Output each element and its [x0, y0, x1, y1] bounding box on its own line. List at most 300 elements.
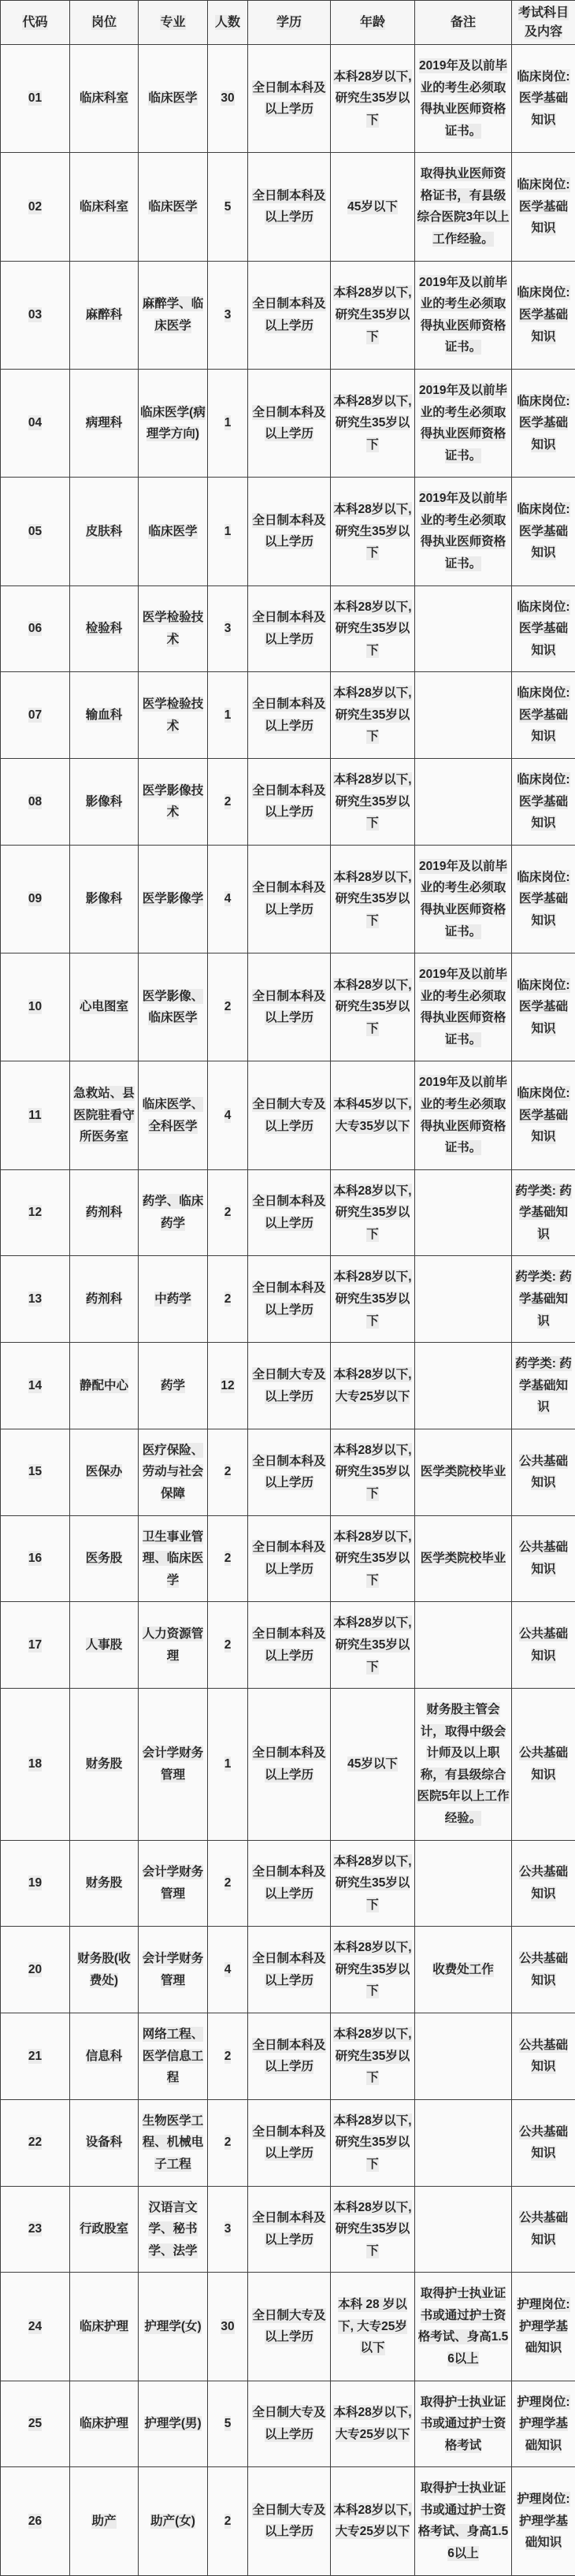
cell-text-age: 本科28岁以下, 研究生35岁以下	[333, 2027, 411, 2085]
cell-text-education: 全日制本科及以上学历	[252, 80, 325, 117]
cell-major	[139, 1169, 208, 1256]
cell-major	[139, 1515, 208, 1602]
cell-count	[208, 1689, 248, 1840]
cell-text-exam: 公共基础知识	[519, 2124, 568, 2162]
cell-text-code: 01	[28, 91, 42, 106]
cell-exam	[512, 672, 575, 759]
cell-text-education: 全日制本科及以上学历	[252, 610, 325, 647]
cell-age	[331, 1343, 415, 1429]
cell-text-code: 15	[28, 1464, 42, 1479]
cell-text-position: 设备科	[86, 2135, 123, 2150]
cell-text-position: 临床护理	[80, 2319, 128, 2334]
cell-remark	[415, 2467, 512, 2575]
cell-text-age: 本科28岁以下, 研究生35岁以下	[333, 2200, 411, 2258]
cell-text-position: 助产	[91, 2514, 116, 2529]
cell-text-code: 02	[28, 199, 42, 214]
cell-text-count: 2	[224, 999, 232, 1014]
cell-education	[248, 845, 331, 953]
cell-count	[208, 2273, 248, 2381]
cell-exam	[512, 1689, 575, 1840]
cell-text-code: 16	[28, 1551, 42, 1566]
column-header-label: 人数	[215, 15, 240, 30]
cell-text-age: 本科28岁以下, 研究生35岁以下	[333, 1443, 411, 1501]
table-row	[1, 1169, 575, 1256]
cell-text-education: 全日制本科及以上学历	[252, 1281, 325, 1318]
cell-count	[208, 1429, 248, 1515]
cell-education	[248, 585, 331, 672]
cell-text-education: 全日制大专及以上学历	[252, 2405, 325, 2442]
cell-major	[139, 1927, 208, 2013]
cell-age	[331, 2467, 415, 2575]
cell-major	[139, 2186, 208, 2273]
cell-remark	[415, 478, 512, 585]
cell-text-position: 影像科	[86, 794, 123, 809]
cell-text-count: 3	[224, 2221, 232, 2236]
cell-education	[248, 45, 331, 153]
cell-text-education: 全日制本科及以上学历	[252, 989, 325, 1026]
cell-text-exam: 公共基础知识	[519, 1454, 568, 1491]
cell-text-major: 医学影像学	[143, 891, 204, 906]
cell-text-exam: 药学类: 药学基础知识	[515, 1356, 571, 1414]
cell-text-exam: 临床岗位: 医学基础知识	[517, 1086, 569, 1144]
cell-age	[331, 672, 415, 759]
cell-text-age: 本科28岁以下, 研究生35岁以下	[333, 1940, 411, 1998]
cell-age	[331, 1256, 415, 1343]
cell-text-code: 20	[28, 1962, 42, 1977]
cell-text-major: 医学检验技术	[143, 610, 204, 647]
cell-text-count: 4	[224, 1962, 232, 1977]
cell-text-major: 卫生事业管理、临床医学	[143, 1530, 204, 1588]
cell-education	[248, 1343, 331, 1429]
column-header-count	[208, 1, 248, 45]
cell-age	[331, 1927, 415, 2013]
cell-code	[1, 369, 70, 477]
cell-text-education: 全日制本科及以上学历	[252, 296, 325, 333]
cell-text-education: 全日制本科及以上学历	[252, 1864, 325, 1901]
cell-remark	[415, 1689, 512, 1840]
cell-exam	[512, 585, 575, 672]
column-header-remark	[415, 1, 512, 45]
cell-count	[208, 953, 248, 1061]
cell-text-position: 药剂科	[86, 1205, 123, 1220]
table-row	[1, 153, 575, 261]
cell-text-code: 17	[28, 1637, 42, 1652]
column-header-exam	[512, 1, 575, 45]
cell-code	[1, 1256, 70, 1343]
cell-major	[139, 369, 208, 477]
cell-text-major: 会计学财务管理	[143, 1864, 204, 1901]
cell-text-major: 助产(女)	[150, 2514, 195, 2529]
cell-text-exam: 临床岗位: 医学基础知识	[517, 600, 569, 658]
cell-exam	[512, 953, 575, 1061]
cell-age	[331, 1840, 415, 1927]
cell-code	[1, 1602, 70, 1689]
cell-count	[208, 1602, 248, 1689]
cell-text-code: 26	[28, 2514, 42, 2529]
cell-position	[70, 45, 139, 153]
cell-education	[248, 2099, 331, 2186]
cell-count	[208, 478, 248, 585]
cell-exam	[512, 1169, 575, 1256]
cell-text-code: 12	[28, 1205, 42, 1220]
cell-position	[70, 2273, 139, 2381]
cell-exam	[512, 1256, 575, 1343]
cell-text-education: 全日制本科及以上学历	[252, 1626, 325, 1663]
cell-code	[1, 153, 70, 261]
table-row	[1, 2186, 575, 2273]
cell-text-count: 3	[224, 621, 232, 636]
cell-text-count: 4	[224, 891, 232, 906]
cell-remark	[415, 759, 512, 846]
cell-text-education: 全日制本科及以上学历	[252, 1745, 325, 1782]
cell-text-age: 本科28岁以下, 大专25岁以下	[333, 2405, 411, 2442]
cell-exam	[512, 369, 575, 477]
cell-text-exam: 临床岗位: 医学基础知识	[517, 69, 569, 128]
cell-education	[248, 759, 331, 846]
cell-text-code: 22	[28, 2135, 42, 2150]
cell-code	[1, 1689, 70, 1840]
cell-text-remark: 2019年及以前毕业的考生必须取得执业医师资格证书。	[419, 859, 507, 939]
cell-exam	[512, 2013, 575, 2100]
cell-text-exam: 临床岗位: 医学基础知识	[517, 978, 569, 1036]
cell-code	[1, 261, 70, 369]
cell-text-position: 影像科	[86, 891, 123, 906]
table-row	[1, 478, 575, 585]
table-row	[1, 1689, 575, 1840]
cell-major	[139, 845, 208, 953]
column-header-age	[331, 1, 415, 45]
cell-age	[331, 1515, 415, 1602]
cell-text-major: 会计学财务管理	[143, 1951, 204, 1988]
cell-text-education: 全日制本科及以上学历	[252, 1951, 325, 1988]
cell-count	[208, 45, 248, 153]
cell-education	[248, 1840, 331, 1927]
cell-position	[70, 1515, 139, 1602]
cell-text-count: 2	[224, 1464, 232, 1479]
cell-text-education: 全日制大专及以上学历	[252, 1367, 325, 1404]
cell-text-count: 2	[224, 2514, 232, 2529]
cell-text-code: 05	[28, 524, 42, 539]
cell-text-count: 1	[224, 1756, 232, 1771]
table-row	[1, 953, 575, 1061]
cell-count	[208, 2099, 248, 2186]
cell-count	[208, 1840, 248, 1927]
cell-text-code: 07	[28, 708, 42, 723]
cell-text-major: 临床医学	[148, 91, 197, 106]
cell-text-age: 本科28岁以下, 研究生35岁以下	[333, 870, 411, 928]
cell-text-code: 11	[28, 1108, 41, 1123]
cell-code	[1, 1927, 70, 2013]
cell-major	[139, 1602, 208, 1689]
cell-remark	[415, 2186, 512, 2273]
column-header-position	[70, 1, 139, 45]
column-header-label: 学历	[276, 15, 302, 30]
cell-code	[1, 1061, 70, 1169]
cell-code	[1, 672, 70, 759]
table-row	[1, 1429, 575, 1515]
cell-exam	[512, 153, 575, 261]
cell-age	[331, 1429, 415, 1515]
column-header-label: 备注	[451, 15, 476, 30]
cell-text-age: 本科28岁以下, 研究生35岁以下	[333, 2113, 411, 2172]
cell-text-major: 中药学	[154, 1292, 191, 1307]
cell-count	[208, 585, 248, 672]
cell-text-position: 医务股	[86, 1551, 123, 1566]
cell-position	[70, 672, 139, 759]
cell-education	[248, 2381, 331, 2467]
cell-text-age: 本科28岁以下, 研究生35岁以下	[333, 285, 411, 344]
cell-text-education: 全日制本科及以上学历	[252, 2210, 325, 2247]
cell-text-major: 人力资源管理	[143, 1626, 204, 1663]
table-row	[1, 1840, 575, 1927]
cell-code	[1, 2186, 70, 2273]
cell-age	[331, 369, 415, 477]
column-header-education	[248, 1, 331, 45]
cell-text-remark: 2019年及以前毕业的考生必须取得执业医师资格证书。	[419, 275, 507, 355]
cell-text-age: 45岁以下	[347, 1756, 398, 1771]
cell-text-code: 18	[28, 1756, 42, 1771]
cell-text-remark: 2019年及以前毕业的考生必须取得执业医师资格证书。	[419, 491, 507, 571]
cell-text-major: 临床医学、全科医学	[143, 1097, 204, 1134]
cell-text-age: 本科28岁以下, 研究生35岁以下	[333, 1184, 411, 1242]
cell-education	[248, 478, 331, 585]
cell-text-education: 全日制本科及以上学历	[252, 783, 325, 820]
cell-position	[70, 2099, 139, 2186]
cell-text-education: 全日制本科及以上学历	[252, 697, 325, 734]
cell-exam	[512, 759, 575, 846]
cell-text-code: 13	[28, 1292, 42, 1307]
cell-text-major: 医疗保险、劳动与社会保障	[143, 1443, 204, 1501]
cell-exam	[512, 1602, 575, 1689]
cell-text-position: 药剂科	[86, 1292, 123, 1307]
cell-count	[208, 1061, 248, 1169]
cell-text-age: 本科28岁以下, 研究生35岁以下	[333, 1615, 411, 1674]
cell-text-remark: 取得护士执业证书或通过护士资格考试	[421, 2395, 506, 2453]
cell-text-code: 25	[28, 2416, 42, 2431]
cell-exam	[512, 1927, 575, 2013]
cell-major	[139, 2273, 208, 2381]
cell-exam	[512, 45, 575, 153]
cell-major	[139, 1689, 208, 1840]
table-row	[1, 2013, 575, 2100]
cell-exam	[512, 1429, 575, 1515]
cell-count	[208, 1256, 248, 1343]
cell-text-position: 财务股	[86, 1875, 123, 1890]
cell-text-remark: 医学类院校毕业	[421, 1464, 506, 1479]
cell-text-age: 本科28岁以下, 研究生35岁以下	[333, 69, 411, 128]
cell-code	[1, 2467, 70, 2575]
cell-text-education: 全日制本科及以上学历	[252, 2038, 325, 2075]
cell-text-position: 皮肤科	[86, 524, 123, 539]
cell-text-exam: 临床岗位: 医学基础知识	[517, 502, 569, 560]
cell-text-remark: 取得护士执业证书或通过护士资格考试、身高1.56以上	[418, 2286, 509, 2366]
cell-age	[331, 845, 415, 953]
cell-text-major: 临床医学(病理学方向)	[140, 405, 206, 442]
cell-position	[70, 1061, 139, 1169]
cell-count	[208, 845, 248, 953]
cell-text-position: 输血科	[86, 708, 123, 723]
cell-text-position: 行政股室	[80, 2221, 128, 2236]
cell-exam	[512, 2099, 575, 2186]
table-header-row	[1, 1, 575, 45]
cell-position	[70, 2013, 139, 2100]
cell-text-code: 24	[28, 2319, 42, 2334]
cell-text-major: 护理学(男)	[144, 2416, 201, 2431]
cell-text-education: 全日制本科及以上学历	[252, 513, 325, 550]
cell-code	[1, 2099, 70, 2186]
cell-text-major: 麻醉学、临床医学	[143, 296, 204, 333]
cell-text-count: 3	[224, 307, 232, 322]
cell-age	[331, 2381, 415, 2467]
cell-major	[139, 2013, 208, 2100]
cell-exam	[512, 2467, 575, 2575]
table-row	[1, 1515, 575, 1602]
table-row	[1, 1061, 575, 1169]
table-row	[1, 759, 575, 846]
cell-position	[70, 845, 139, 953]
cell-text-exam: 护理岗位: 护理学基础知识	[517, 2395, 569, 2453]
cell-age	[331, 1169, 415, 1256]
cell-count	[208, 153, 248, 261]
cell-count	[208, 2381, 248, 2467]
cell-text-count: 1	[224, 708, 232, 723]
table-row	[1, 672, 575, 759]
cell-major	[139, 153, 208, 261]
cell-remark	[415, 1927, 512, 2013]
cell-position	[70, 261, 139, 369]
cell-text-remark: 2019年及以前毕业的考生必须取得执业医师资格证书。	[419, 967, 507, 1047]
cell-text-position: 心电图室	[80, 999, 128, 1014]
cell-text-age: 本科28岁以下, 研究生35岁以下	[333, 686, 411, 744]
table-row	[1, 2099, 575, 2186]
cell-text-age: 本科28岁以下, 研究生35岁以下	[333, 600, 411, 658]
cell-major	[139, 759, 208, 846]
cell-text-code: 04	[28, 415, 42, 430]
cell-count	[208, 261, 248, 369]
cell-education	[248, 672, 331, 759]
cell-count	[208, 1927, 248, 2013]
table-row	[1, 1927, 575, 2013]
cell-remark	[415, 672, 512, 759]
cell-text-code: 23	[28, 2221, 42, 2236]
table-row	[1, 2467, 575, 2575]
cell-major	[139, 1429, 208, 1515]
cell-code	[1, 585, 70, 672]
cell-age	[331, 1602, 415, 1689]
cell-education	[248, 1256, 331, 1343]
table-row	[1, 2381, 575, 2467]
cell-text-count: 5	[224, 2416, 232, 2431]
cell-text-code: 14	[28, 1378, 42, 1393]
cell-education	[248, 953, 331, 1061]
cell-text-count: 2	[224, 1292, 232, 1307]
cell-position	[70, 953, 139, 1061]
cell-major	[139, 1061, 208, 1169]
cell-major	[139, 585, 208, 672]
cell-text-position: 急救站、县医院驻看守所医务室	[73, 1086, 135, 1144]
cell-code	[1, 1515, 70, 1602]
cell-position	[70, 2186, 139, 2273]
cell-education	[248, 369, 331, 477]
cell-text-remark: 2019年及以前毕业的考生必须取得执业医师资格证书。	[419, 383, 507, 463]
cell-count	[208, 1169, 248, 1256]
cell-text-exam: 公共基础知识	[519, 1540, 568, 1577]
cell-position	[70, 153, 139, 261]
cell-code	[1, 845, 70, 953]
cell-remark	[415, 369, 512, 477]
cell-remark	[415, 153, 512, 261]
cell-code	[1, 1343, 70, 1429]
cell-text-count: 2	[224, 1637, 232, 1652]
cell-text-age: 本科28岁以下, 研究生35岁以下	[333, 1269, 411, 1328]
cell-education	[248, 1689, 331, 1840]
cell-text-position: 临床科室	[80, 91, 128, 106]
cell-text-position: 信息科	[86, 2049, 123, 2064]
cell-age	[331, 2013, 415, 2100]
cell-education	[248, 1515, 331, 1602]
cell-remark	[415, 2273, 512, 2381]
table-body	[1, 45, 575, 2576]
cell-text-remark: 医学类院校毕业	[421, 1551, 506, 1566]
cell-text-code: 10	[28, 999, 42, 1014]
cell-text-education: 全日制大专及以上学历	[252, 2503, 325, 2540]
table-row	[1, 45, 575, 153]
cell-text-position: 病理科	[86, 415, 123, 430]
cell-text-major: 网络工程、医学信息工程	[143, 2027, 204, 2085]
cell-text-exam: 护理岗位: 护理学基础知识	[517, 2297, 569, 2355]
cell-count	[208, 369, 248, 477]
cell-text-count: 2	[224, 1875, 232, 1890]
cell-position	[70, 1169, 139, 1256]
cell-text-exam: 公共基础知识	[519, 2210, 568, 2247]
table-row	[1, 261, 575, 369]
cell-text-position: 静配中心	[80, 1378, 128, 1393]
cell-remark	[415, 1429, 512, 1515]
cell-text-age: 本科45岁以下, 大专35岁以下	[333, 1097, 411, 1134]
cell-count	[208, 1343, 248, 1429]
table-row	[1, 1343, 575, 1429]
cell-text-code: 09	[28, 891, 42, 906]
cell-age	[331, 261, 415, 369]
cell-text-exam: 临床岗位: 医学基础知识	[517, 686, 569, 744]
cell-major	[139, 1840, 208, 1927]
cell-position	[70, 369, 139, 477]
cell-text-remark: 财务股主管会计，取得中级会计师及以上职称，有县级综合医院5年以上工作经验。	[417, 1702, 509, 1826]
cell-text-education: 全日制本科及以上学历	[252, 880, 325, 917]
cell-education	[248, 1927, 331, 2013]
cell-text-code: 21	[28, 2049, 42, 2064]
cell-position	[70, 1689, 139, 1840]
cell-text-position: 麻醉科	[86, 307, 123, 322]
cell-code	[1, 2273, 70, 2381]
cell-remark	[415, 2381, 512, 2467]
cell-age	[331, 1061, 415, 1169]
cell-text-age: 本科28岁以下, 研究生35岁以下	[333, 394, 411, 452]
cell-remark	[415, 585, 512, 672]
cell-text-remark: 2019年及以前毕业的考生必须取得执业医师资格证书。	[419, 58, 507, 139]
cell-count	[208, 2467, 248, 2575]
column-header-label: 岗位	[91, 15, 117, 30]
cell-text-exam: 护理岗位: 护理学基础知识	[517, 2492, 569, 2550]
cell-exam	[512, 2186, 575, 2273]
cell-text-age: 本科28岁以下, 研究生35岁以下	[333, 1530, 411, 1588]
cell-text-exam: 公共基础知识	[519, 2038, 568, 2075]
cell-age	[331, 2186, 415, 2273]
cell-text-count: 12	[221, 1378, 234, 1393]
cell-age	[331, 45, 415, 153]
cell-count	[208, 672, 248, 759]
cell-text-count: 2	[224, 1551, 232, 1566]
